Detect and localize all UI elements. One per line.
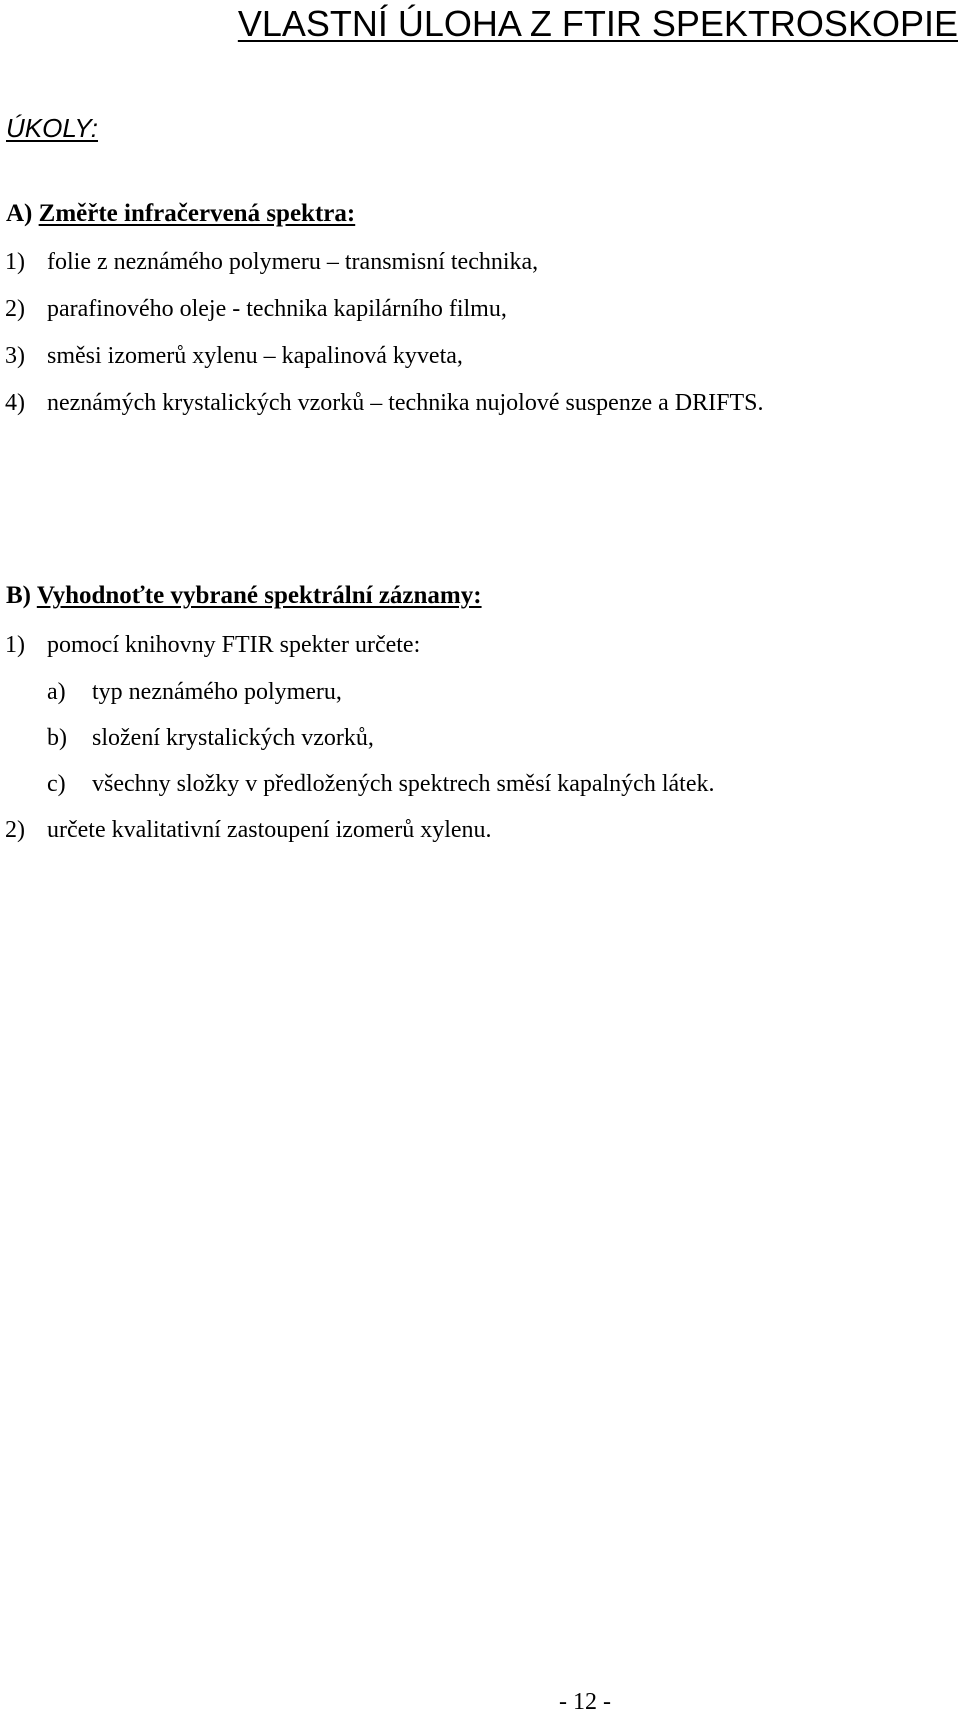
list-item-number: 2) xyxy=(5,296,25,322)
list-item xyxy=(0,629,950,676)
list-item-text: směsi izomerů xylenu – kapalinová kyveta, xyxy=(47,343,463,369)
document-title: VLASTNÍ ÚLOHA Z FTIR SPEKTROSKOPIE xyxy=(237,3,958,44)
list-item xyxy=(0,246,950,293)
sub-list-item-letter: b) xyxy=(47,725,67,751)
sub-list-item-text: složení krystalických vzorků, xyxy=(92,725,374,751)
list-item xyxy=(0,340,950,387)
section-b-list xyxy=(0,629,950,861)
list-item-number: 3) xyxy=(5,343,25,369)
list-item xyxy=(0,814,950,861)
section-a-title: Změřte infračervená spektra: xyxy=(38,200,356,227)
sub-list-item-text: všechny složky v předložených spektrech směsí kapalných látek. xyxy=(92,771,715,797)
list-item-number: 2) xyxy=(5,817,25,843)
list-item-number: 4) xyxy=(5,390,25,416)
section-b-heading xyxy=(6,580,482,612)
section-a-heading xyxy=(6,198,355,230)
list-item-number: 1) xyxy=(5,632,25,658)
list-item-text: parafinového oleje - technika kapilárního filmu, xyxy=(47,296,507,322)
list-item-text: neznámých krystalických vzorků – technika nujolové suspenze a DRIFTS. xyxy=(47,390,764,416)
sub-list-item xyxy=(0,768,950,814)
sub-list-item-letter: c) xyxy=(47,771,66,797)
list-item-text: určete kvalitativní zastoupení izomerů xylenu. xyxy=(47,817,492,843)
sub-list-item xyxy=(0,676,950,722)
sub-list-item-text: typ neznámého polymeru, xyxy=(92,679,342,705)
list-item xyxy=(0,293,950,340)
list-item-number: 1) xyxy=(5,249,25,275)
section-a-marker: A) xyxy=(6,200,33,227)
section-b-marker: B) xyxy=(6,582,31,609)
list-item xyxy=(0,387,950,434)
tasks-heading: ÚKOLY: xyxy=(6,113,99,143)
section-b-title: Vyhodnoťte vybrané spektrální záznamy: xyxy=(36,582,482,609)
sub-list-item-letter: a) xyxy=(47,679,66,705)
list-item-text: folie z neznámého polymeru – transmisní technika, xyxy=(47,249,539,275)
page-number: - 12 - xyxy=(559,1689,611,1715)
section-a-list xyxy=(0,246,950,434)
sub-list-item xyxy=(0,722,950,768)
list-item-text: pomocí knihovny FTIR spekter určete: xyxy=(47,632,421,658)
